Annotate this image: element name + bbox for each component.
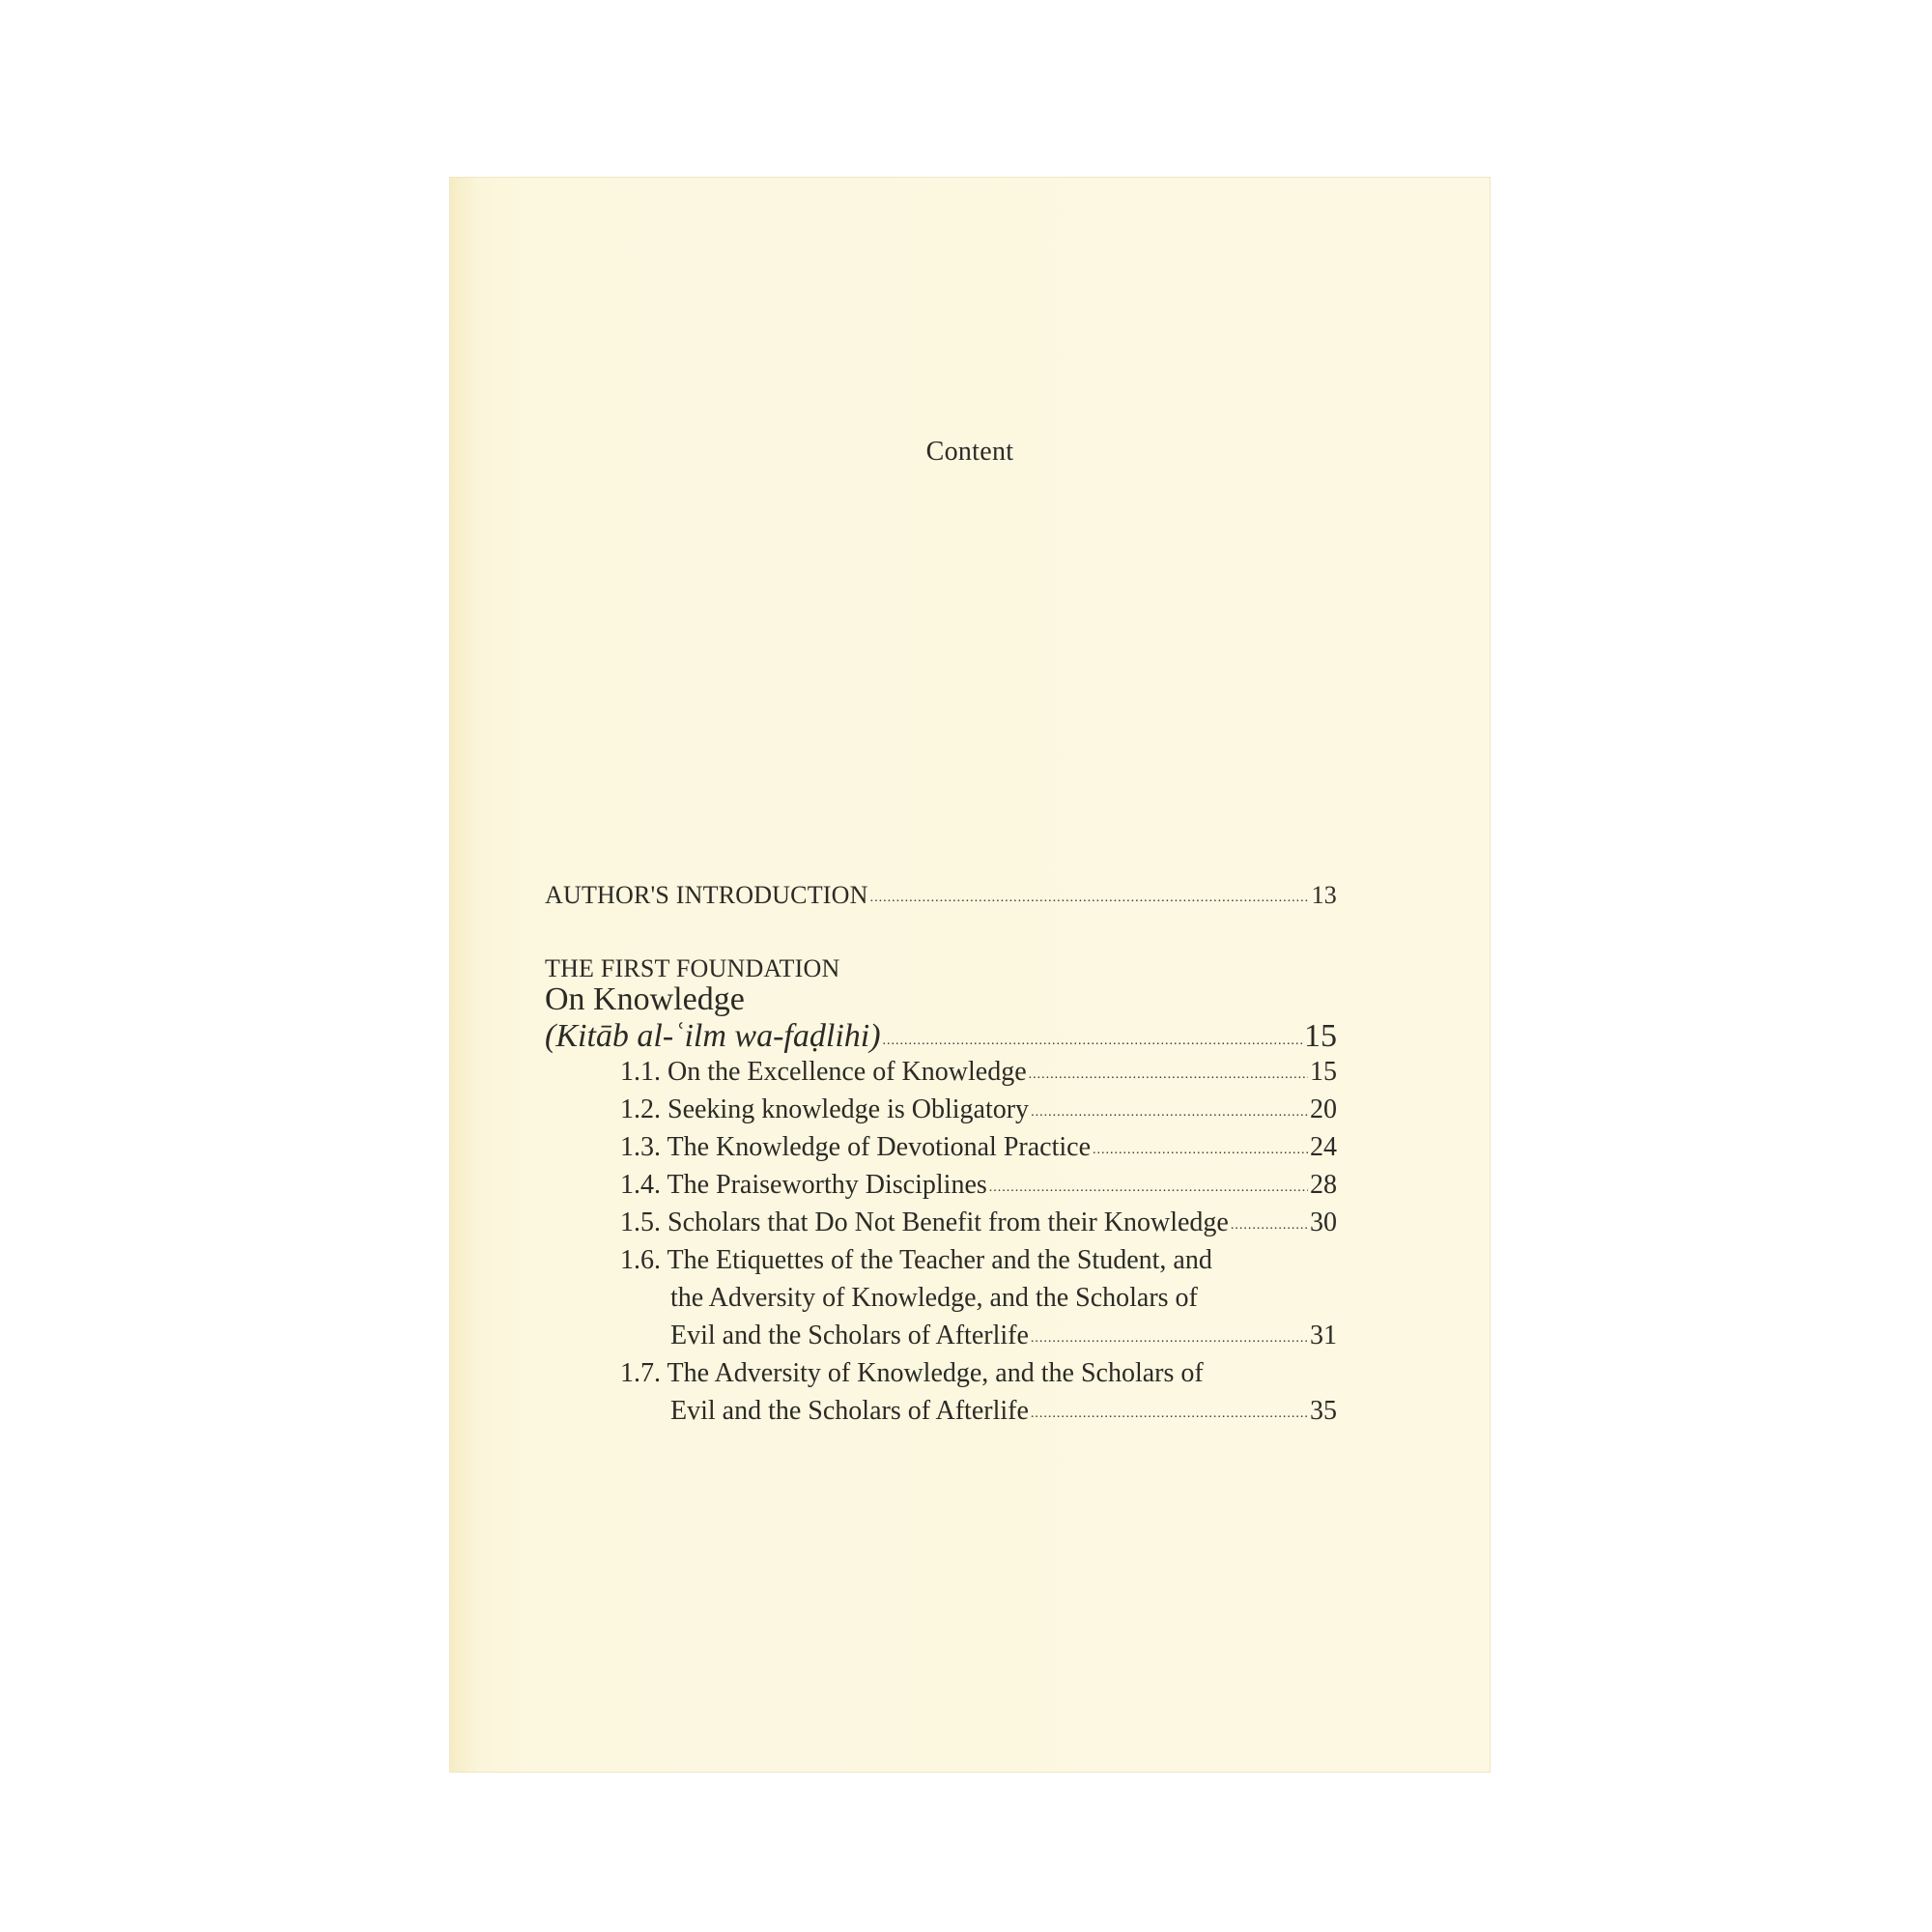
toc-entry-label: 1.7. The Adversity of Knowledge, and the Scholars of [620,1358,1204,1388]
toc-page-number: 13 [1311,881,1337,909]
dot-leader [1031,1331,1308,1347]
toc-entry-1-5[interactable] [620,1208,1337,1238]
toc-entry-1-4[interactable] [620,1170,1337,1201]
foundation-arabic-title: (Kitāb al-ʿilm wa-faḍlihi) [545,1018,881,1054]
dot-leader [989,1180,1308,1196]
foundation-subtitle: On Knowledge [545,981,745,1017]
toc-page-number: 28 [1310,1170,1337,1200]
toc-entry-label: 1.3. The Knowledge of Devotional Practice [620,1132,1092,1162]
dot-leader [883,1034,1302,1049]
toc-page-number: 31 [1310,1321,1337,1350]
toc-entry-intro[interactable] [545,881,1337,910]
toc-entry-1-6-line3[interactable] [670,1321,1337,1351]
toc-entry-1-1[interactable] [620,1057,1337,1088]
toc-page-number: 30 [1310,1208,1337,1237]
dot-leader [1093,1143,1308,1158]
toc-entry-label: AUTHOR'S INTRODUCTION [545,881,868,909]
dot-leader [1231,1218,1308,1234]
toc-entry-1-2[interactable] [620,1094,1337,1125]
page-title: Content [925,437,1014,467]
dot-leader [870,891,1310,906]
dot-leader [1031,1406,1308,1422]
toc-entry-label: 1.1. On the Excellence of Knowledge [620,1057,1027,1087]
toc-entry-foundation[interactable] [545,1018,1337,1055]
book-page [450,178,1490,1772]
toc-page-number: 15 [1304,1018,1337,1054]
toc-entry-label: 1.4. The Praiseworthy Disciplines [620,1170,987,1200]
toc-entry-1-6-line1[interactable] [620,1245,1337,1276]
toc-entry-label: 1.5. Scholars that Do Not Benefit from their Knowledge [620,1208,1229,1237]
toc-entry-label: Evil and the Scholars of Afterlife [670,1396,1029,1426]
toc-entry-label: the Adversity of Knowledge, and the Scholars of [670,1283,1198,1313]
toc-page-number: 24 [1310,1132,1337,1162]
toc-entry-1-3[interactable] [620,1132,1337,1163]
toc-entry-1-6-line2[interactable] [670,1283,1337,1314]
dot-leader [1031,1105,1308,1121]
toc-page-number: 20 [1310,1094,1337,1124]
dot-leader [1029,1067,1308,1083]
toc-entry-1-7-line1[interactable] [620,1358,1337,1389]
toc-entry-label: Evil and the Scholars of Afterlife [670,1321,1029,1350]
toc-entry-1-7-line2[interactable] [670,1396,1337,1427]
toc-page-number: 35 [1310,1396,1337,1426]
foundation-heading: THE FIRST FOUNDATION [545,954,840,982]
toc-page-number: 15 [1310,1057,1337,1087]
toc-entry-label: 1.2. Seeking knowledge is Obligatory [620,1094,1030,1124]
toc-entry-label: 1.6. The Etiquettes of the Teacher and the Student, and [620,1245,1212,1275]
